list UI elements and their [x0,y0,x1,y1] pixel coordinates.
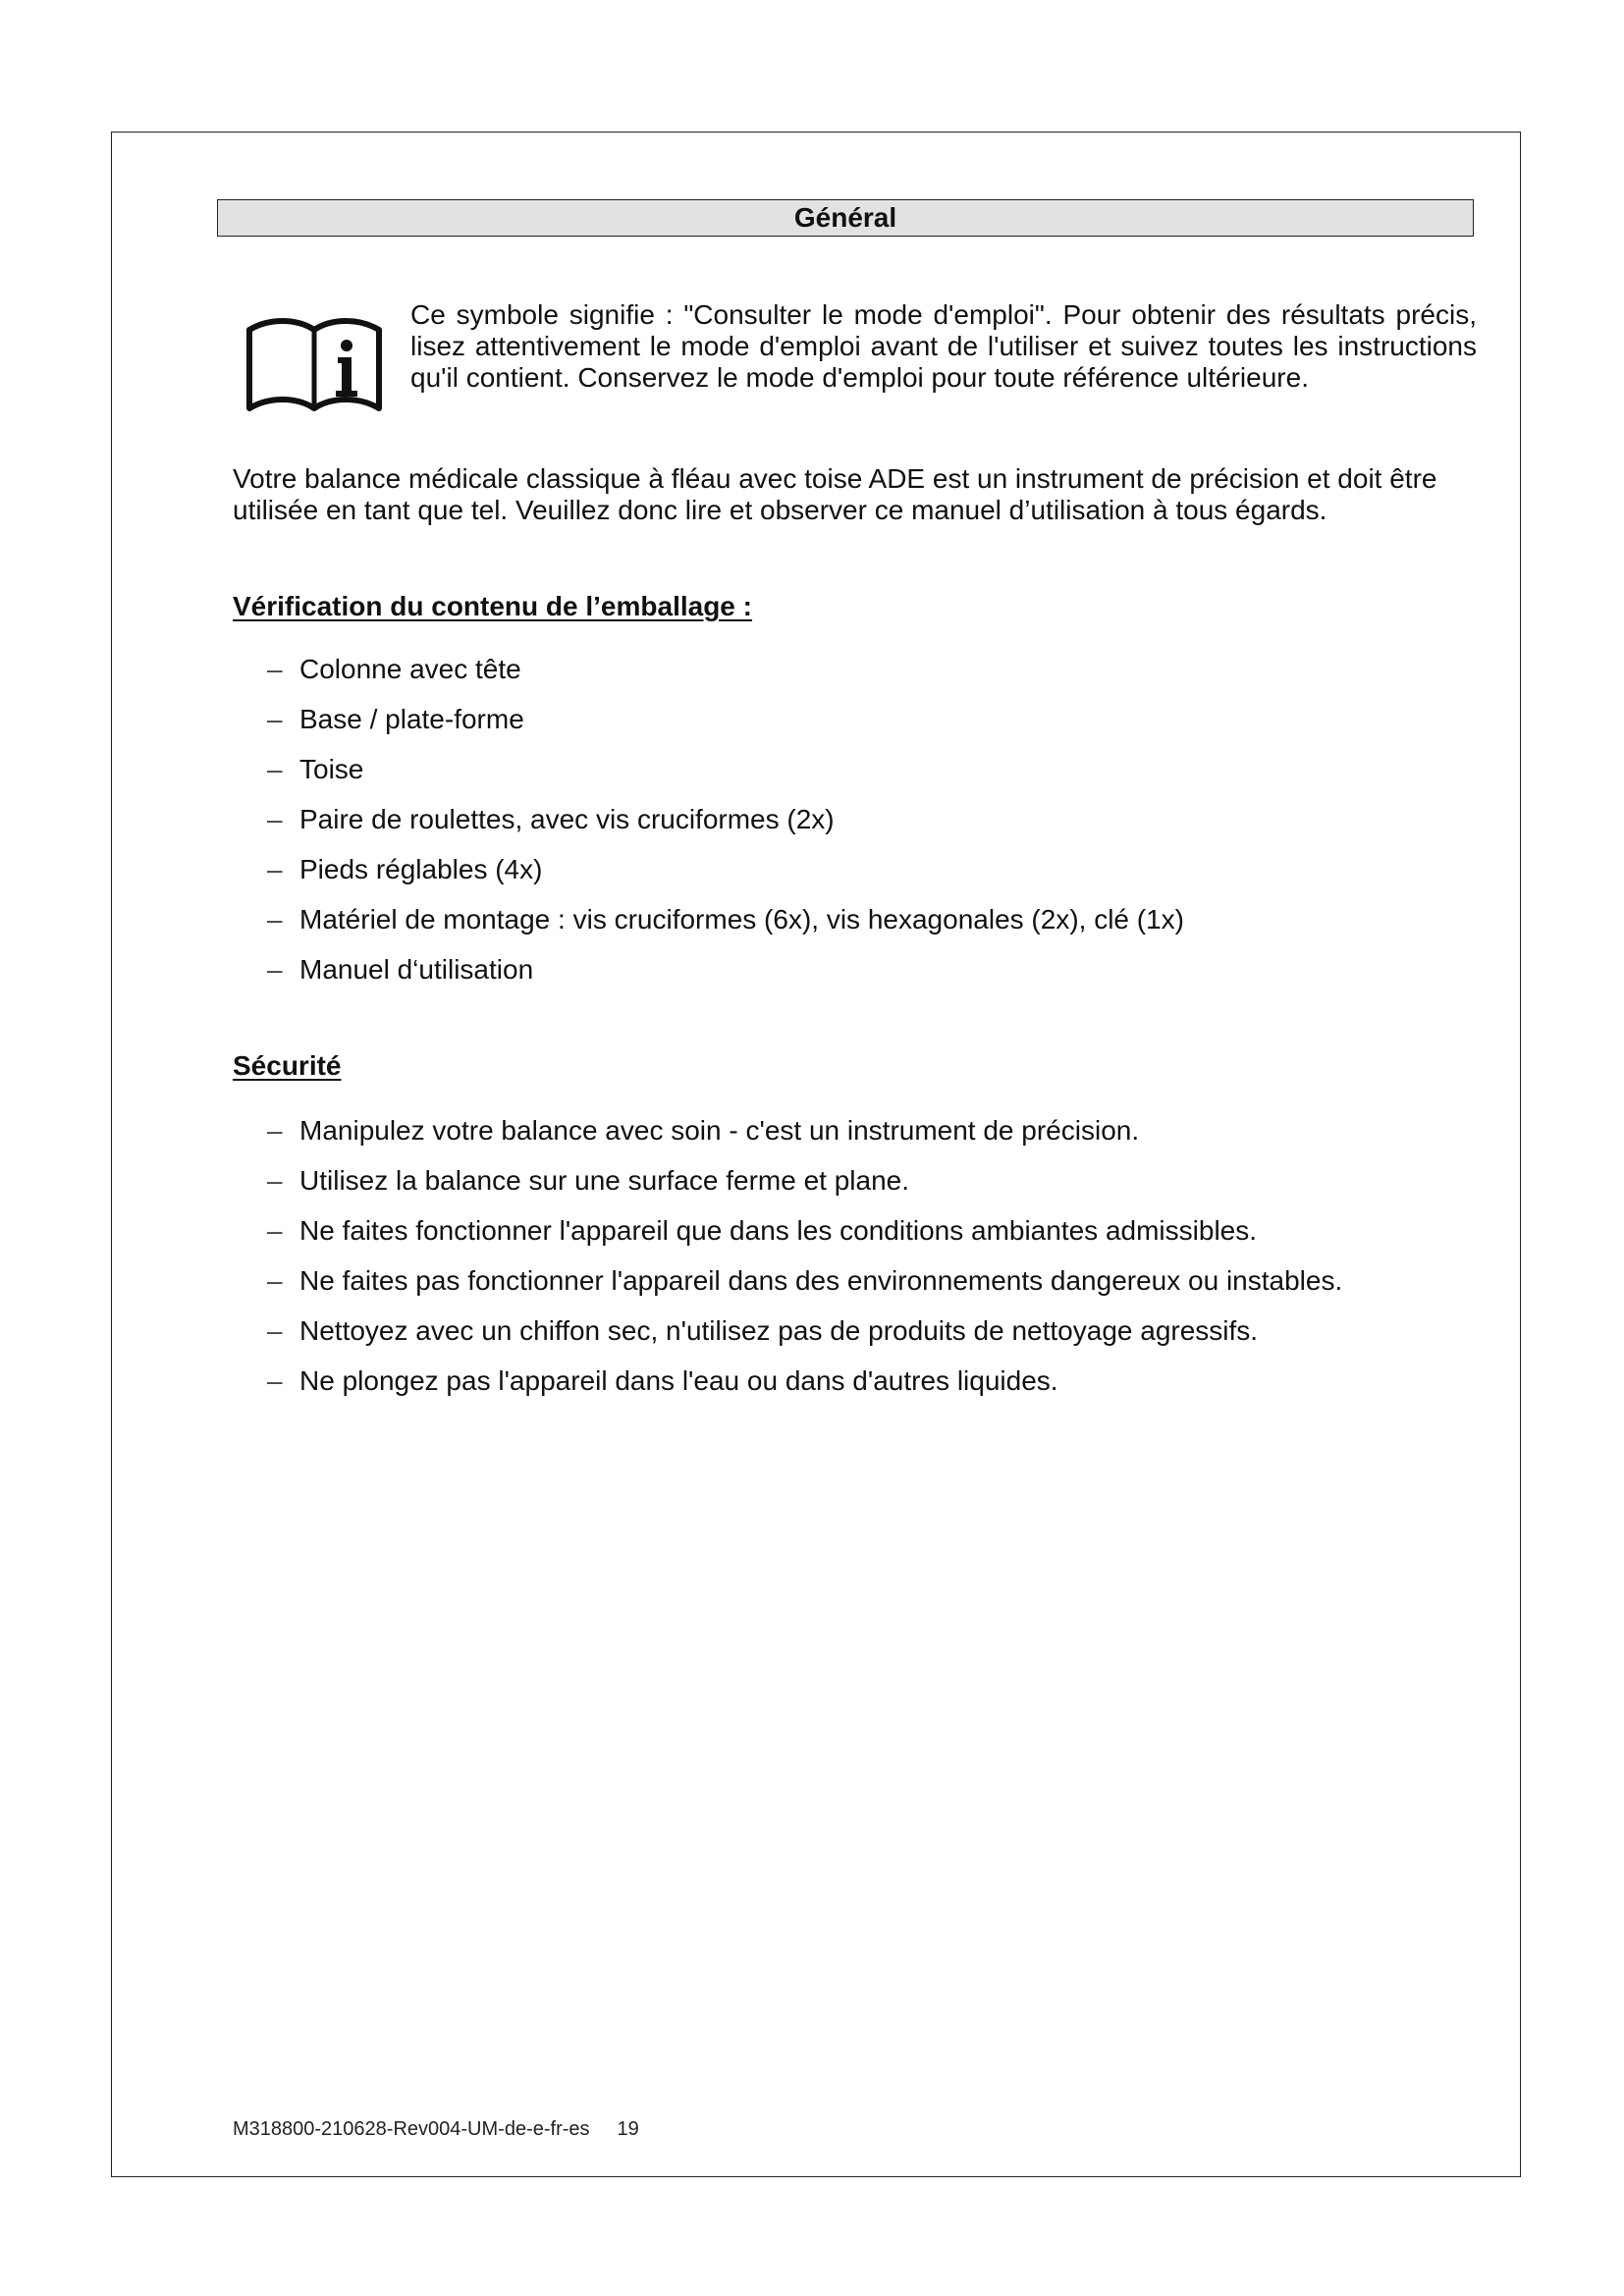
dash-marker: – [267,1315,283,1346]
page-footer [233,2118,639,2141]
list-item: – Colonne avec tête [267,654,521,684]
safety-list [267,1115,1342,1415]
page-number: 19 [617,2118,639,2140]
info-text: Ce symbole signifie : "Consulter le mode d'emploi". Pour obtenir des résultats précis, lisez attentivement le mode d'emploi avant de l'utiliser et suivez toutes les instructions qu'il contient. Conservez le mode d'emploi pour toute référence ultérieure. [410,299,1477,393]
list-item: – Nettoyez avec un chiffon sec, n'utilisez pas de produits de nettoyage agressifs. [267,1315,1259,1346]
intro-paragraph: Votre balance médicale classique à fléau avec toise ADE est un instrument de précision et doit être utilisée en tant que tel. Veuillez donc lire et observer ce manuel d’utilisation à tous égards. [233,463,1437,525]
dash-marker: – [267,1265,283,1296]
list-item: – Ne faites pas fonctionner l'appareil dans des environnements dangereux ou instables. [267,1265,1343,1296]
dash-marker: – [267,954,283,985]
dash-marker: – [267,1215,283,1246]
package-contents-heading: Vérification du contenu de l’emballage : [233,591,752,621]
list-item: – Utilisez la balance sur une surface ferme et plane. [267,1165,909,1196]
dash-marker: – [267,654,283,684]
dash-marker: – [267,1365,283,1396]
dash-marker: – [267,854,283,884]
dash-marker: – [267,704,283,734]
section-title-bar [217,199,1474,237]
dash-marker: – [267,904,283,934]
list-item: – Matériel de montage : vis cruciformes (6x), vis hexagonales (2x), clé (1x) [267,904,1184,934]
list-item: – Manipulez votre balance avec soin - c'est un instrument de précision. [267,1115,1140,1146]
dash-marker: – [267,804,283,834]
document-id: M318800-210628-Rev004-UM-de-e-fr-es [233,2118,590,2140]
section-title: Général [793,202,897,233]
list-item: – Base / plate-forme [267,704,524,734]
list-item: – Manuel d‘utilisation [267,954,534,985]
dash-marker: – [267,754,283,784]
dash-marker: – [267,1165,283,1196]
list-item: – Toise [267,754,364,784]
list-item: – Pieds réglables (4x) [267,854,543,884]
list-item: – Ne plongez pas l'appareil dans l'eau ou dans d'autres liquides. [267,1365,1058,1396]
list-item: – Ne faites fonctionner l'appareil que dans les conditions ambiantes admissibles. [267,1215,1258,1246]
dash-marker: – [267,1115,283,1146]
manual-info-icon [245,314,383,416]
safety-heading: Sécurité [233,1050,342,1081]
list-item: – Paire de roulettes, avec vis cruciformes (2x) [267,804,835,834]
package-contents-list [267,654,1184,1004]
